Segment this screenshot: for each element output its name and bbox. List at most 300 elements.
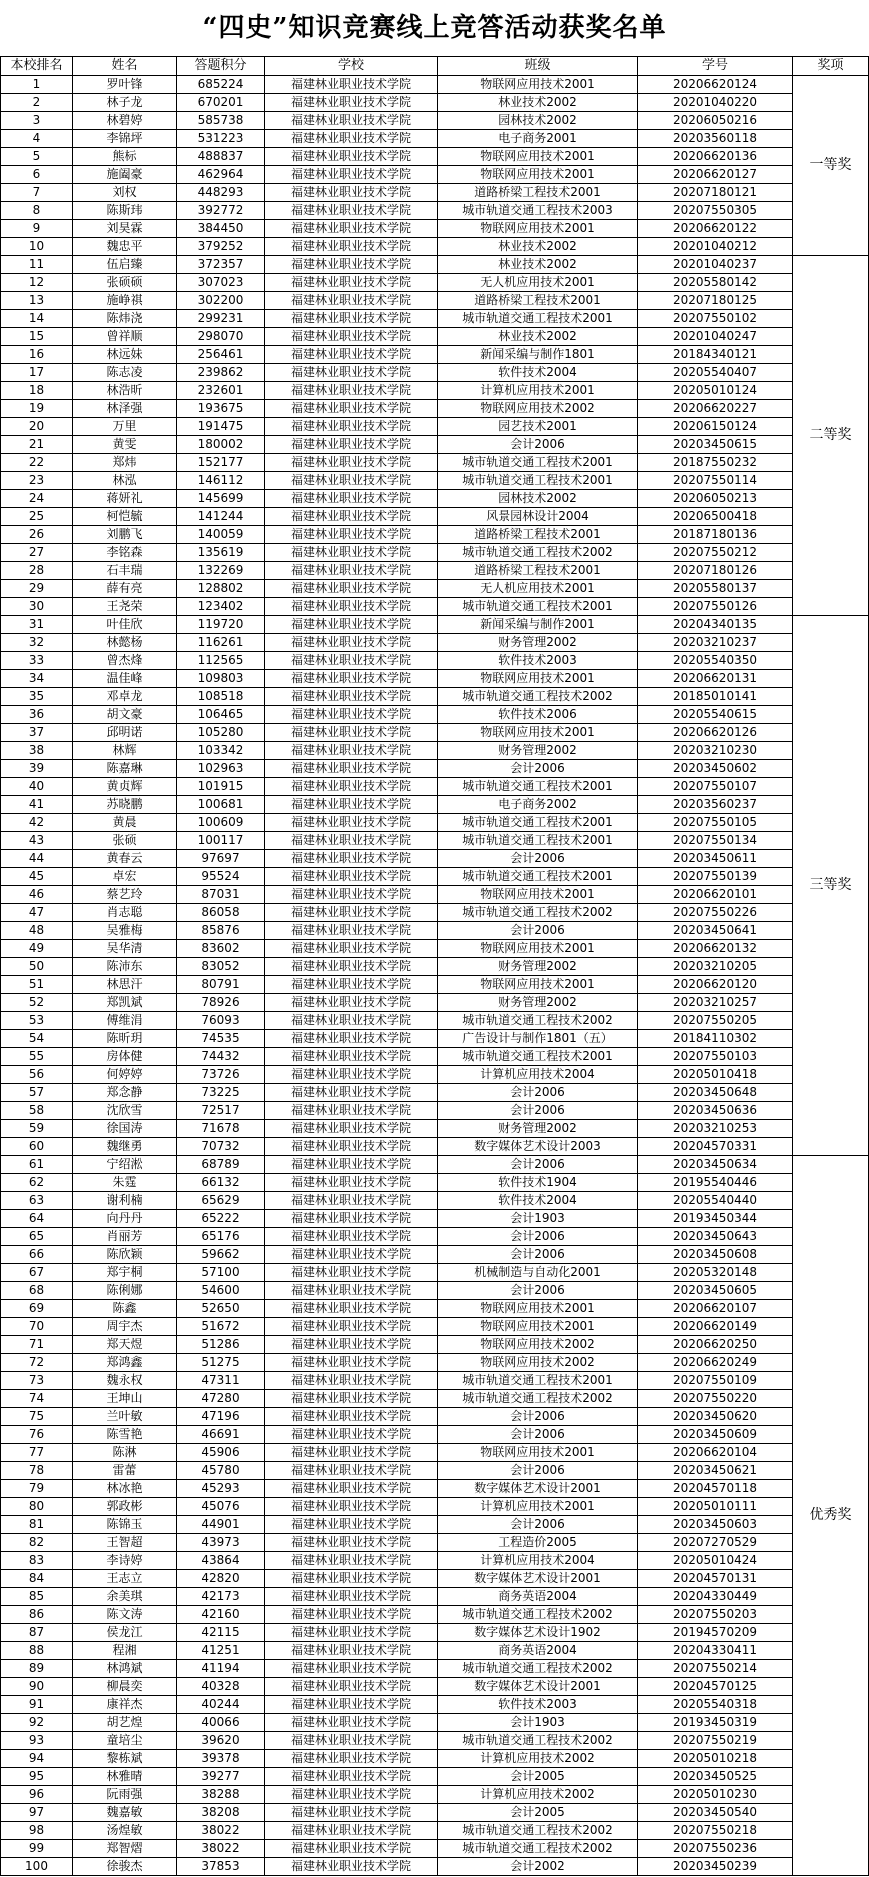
student-id-cell: 20193450344 [638, 1210, 793, 1228]
name-cell: 曾杰烽 [73, 652, 177, 670]
school-cell: 福建林业职业技术学院 [265, 994, 438, 1012]
score-cell: 40328 [177, 1678, 265, 1696]
rank-cell: 19 [1, 400, 73, 418]
score-cell: 39378 [177, 1750, 265, 1768]
class-cell: 城市轨道交通工程技术2002 [438, 1822, 638, 1840]
score-cell: 57100 [177, 1264, 265, 1282]
table-row [1, 1282, 869, 1300]
score-cell: 105280 [177, 724, 265, 742]
class-cell: 城市轨道交通工程技术2001 [438, 1048, 638, 1066]
score-cell: 299231 [177, 310, 265, 328]
award-cell: 一等奖 [793, 76, 869, 256]
rank-cell: 57 [1, 1084, 73, 1102]
school-cell: 福建林业职业技术学院 [265, 1300, 438, 1318]
table-row [1, 1192, 869, 1210]
class-cell: 物联网应用技术2002 [438, 400, 638, 418]
school-cell: 福建林业职业技术学院 [265, 1120, 438, 1138]
name-cell: 刘权 [73, 184, 177, 202]
class-cell: 数字媒体艺术设计2001 [438, 1678, 638, 1696]
name-cell: 王智超 [73, 1534, 177, 1552]
rank-cell: 12 [1, 274, 73, 292]
rank-cell: 65 [1, 1228, 73, 1246]
student-id-cell: 20185010141 [638, 688, 793, 706]
school-cell: 福建林业职业技术学院 [265, 1768, 438, 1786]
name-cell: 郑念静 [73, 1084, 177, 1102]
school-cell: 福建林业职业技术学院 [265, 202, 438, 220]
rank-cell: 94 [1, 1750, 73, 1768]
rank-cell: 72 [1, 1354, 73, 1372]
table-row [1, 202, 869, 220]
school-cell: 福建林业职业技术学院 [265, 832, 438, 850]
name-cell: 王尧荣 [73, 598, 177, 616]
name-cell: 朱霆 [73, 1174, 177, 1192]
class-cell: 物联网应用技术2001 [438, 1444, 638, 1462]
class-cell: 广告设计与制作1801（五） [438, 1030, 638, 1048]
school-cell: 福建林业职业技术学院 [265, 1462, 438, 1480]
score-cell: 132269 [177, 562, 265, 580]
name-cell: 林思汗 [73, 976, 177, 994]
table-row [1, 1390, 869, 1408]
student-id-cell: 20195540446 [638, 1174, 793, 1192]
name-cell: 苏晓鹏 [73, 796, 177, 814]
rank-cell: 32 [1, 634, 73, 652]
student-id-cell: 20205540318 [638, 1696, 793, 1714]
name-cell: 余美琪 [73, 1588, 177, 1606]
school-cell: 福建林业职业技术学院 [265, 796, 438, 814]
name-cell: 魏继勇 [73, 1138, 177, 1156]
student-id-cell: 20207550226 [638, 904, 793, 922]
score-cell: 102963 [177, 760, 265, 778]
class-cell: 新闻采编与制作2001 [438, 616, 638, 634]
table-row [1, 1066, 869, 1084]
score-cell: 65629 [177, 1192, 265, 1210]
table-row [1, 1714, 869, 1732]
name-cell: 李锦坪 [73, 130, 177, 148]
school-cell: 福建林业职业技术学院 [265, 670, 438, 688]
score-cell: 85876 [177, 922, 265, 940]
rank-cell: 41 [1, 796, 73, 814]
name-cell: 徐国涛 [73, 1120, 177, 1138]
score-cell: 47280 [177, 1390, 265, 1408]
table-row [1, 796, 869, 814]
name-cell: 黄春云 [73, 850, 177, 868]
school-cell: 福建林业职业技术学院 [265, 328, 438, 346]
class-cell: 计算机应用技术2001 [438, 1498, 638, 1516]
name-cell: 魏嘉敏 [73, 1804, 177, 1822]
student-id-cell: 20206620149 [638, 1318, 793, 1336]
score-cell: 38022 [177, 1822, 265, 1840]
table-row [1, 130, 869, 148]
school-cell: 福建林业职业技术学院 [265, 220, 438, 238]
name-cell: 施峥祺 [73, 292, 177, 310]
class-cell: 城市轨道交通工程技术2001 [438, 472, 638, 490]
student-id-cell: 20203210257 [638, 994, 793, 1012]
school-cell: 福建林业职业技术学院 [265, 94, 438, 112]
table-row [1, 1624, 869, 1642]
table-row [1, 1534, 869, 1552]
award-table [0, 56, 869, 1876]
score-cell: 42820 [177, 1570, 265, 1588]
name-cell: 郑宇桐 [73, 1264, 177, 1282]
rank-cell: 71 [1, 1336, 73, 1354]
school-cell: 福建林业职业技术学院 [265, 1138, 438, 1156]
name-cell: 刘昊霖 [73, 220, 177, 238]
name-cell: 李铭森 [73, 544, 177, 562]
school-cell: 福建林业职业技术学院 [265, 436, 438, 454]
class-cell: 会计2005 [438, 1768, 638, 1786]
page-title: “四史”知识竞赛线上竞答活动获奖名单 [202, 13, 667, 43]
score-cell: 83602 [177, 940, 265, 958]
class-cell: 电子商务2002 [438, 796, 638, 814]
table-row [1, 1804, 869, 1822]
school-cell: 福建林业职业技术学院 [265, 310, 438, 328]
class-cell: 会计2006 [438, 1084, 638, 1102]
table-row [1, 220, 869, 238]
table-row [1, 1156, 869, 1174]
name-cell: 陈雪艳 [73, 1426, 177, 1444]
table-row [1, 544, 869, 562]
student-id-cell: 20205540407 [638, 364, 793, 382]
rank-cell: 56 [1, 1066, 73, 1084]
rank-cell: 81 [1, 1516, 73, 1534]
class-cell: 软件技术2003 [438, 1696, 638, 1714]
table-row [1, 1354, 869, 1372]
table-row [1, 1606, 869, 1624]
rank-cell: 39 [1, 760, 73, 778]
score-cell: 141244 [177, 508, 265, 526]
score-cell: 119720 [177, 616, 265, 634]
rank-cell: 29 [1, 580, 73, 598]
student-id-cell: 20204570118 [638, 1480, 793, 1498]
student-id-cell: 20206620124 [638, 76, 793, 94]
rank-cell: 90 [1, 1678, 73, 1696]
class-cell: 无人机应用技术2001 [438, 274, 638, 292]
table-row [1, 922, 869, 940]
table-row [1, 976, 869, 994]
rank-cell: 68 [1, 1282, 73, 1300]
school-cell: 福建林业职业技术学院 [265, 1642, 438, 1660]
school-cell: 福建林业职业技术学院 [265, 526, 438, 544]
class-cell: 软件技术2004 [438, 1192, 638, 1210]
class-cell: 物联网应用技术2002 [438, 1336, 638, 1354]
award-cell: 三等奖 [793, 616, 869, 1156]
student-id-cell: 20204330449 [638, 1588, 793, 1606]
header-score: 答题积分 [177, 57, 265, 76]
rank-cell: 46 [1, 886, 73, 904]
class-cell: 计算机应用技术2001 [438, 382, 638, 400]
school-cell: 福建林业职业技术学院 [265, 760, 438, 778]
name-cell: 郑炜 [73, 454, 177, 472]
class-cell: 城市轨道交通工程技术2001 [438, 832, 638, 850]
table-row [1, 1696, 869, 1714]
school-cell: 福建林业职业技术学院 [265, 1048, 438, 1066]
name-cell: 陈嘉琳 [73, 760, 177, 778]
class-cell: 物联网应用技术2001 [438, 940, 638, 958]
class-cell: 道路桥梁工程技术2001 [438, 562, 638, 580]
school-cell: 福建林业职业技术学院 [265, 1156, 438, 1174]
score-cell: 46691 [177, 1426, 265, 1444]
class-cell: 物联网应用技术2001 [438, 148, 638, 166]
class-cell: 会计2006 [438, 1156, 638, 1174]
school-cell: 福建林业职业技术学院 [265, 850, 438, 868]
name-cell: 张硕硕 [73, 274, 177, 292]
student-id-cell: 20203210205 [638, 958, 793, 976]
name-cell: 刘鹏飞 [73, 526, 177, 544]
school-cell: 福建林业职业技术学院 [265, 544, 438, 562]
school-cell: 福建林业职业技术学院 [265, 904, 438, 922]
score-cell: 462964 [177, 166, 265, 184]
student-id-cell: 20201040247 [638, 328, 793, 346]
name-cell: 王坤山 [73, 1390, 177, 1408]
score-cell: 74432 [177, 1048, 265, 1066]
class-cell: 道路桥梁工程技术2001 [438, 184, 638, 202]
rank-cell: 73 [1, 1372, 73, 1390]
rank-cell: 70 [1, 1318, 73, 1336]
class-cell: 物联网应用技术2001 [438, 886, 638, 904]
student-id-cell: 20207550139 [638, 868, 793, 886]
student-id-cell: 20206620131 [638, 670, 793, 688]
score-cell: 128802 [177, 580, 265, 598]
student-id-cell: 20206620101 [638, 886, 793, 904]
name-cell: 肖丽芳 [73, 1228, 177, 1246]
rank-cell: 58 [1, 1102, 73, 1120]
school-cell: 福建林业职业技术学院 [265, 1264, 438, 1282]
table-row [1, 1660, 869, 1678]
class-cell: 计算机应用技术2004 [438, 1552, 638, 1570]
score-cell: 100681 [177, 796, 265, 814]
student-id-cell: 20205540350 [638, 652, 793, 670]
class-cell: 软件技术2006 [438, 706, 638, 724]
rank-cell: 98 [1, 1822, 73, 1840]
class-cell: 会计1903 [438, 1210, 638, 1228]
table-row [1, 1120, 869, 1138]
rank-cell: 25 [1, 508, 73, 526]
score-cell: 65176 [177, 1228, 265, 1246]
school-cell: 福建林业职业技术学院 [265, 778, 438, 796]
class-cell: 物联网应用技术2002 [438, 1354, 638, 1372]
rank-cell: 40 [1, 778, 73, 796]
class-cell: 城市轨道交通工程技术2002 [438, 1840, 638, 1858]
student-id-cell: 20205540615 [638, 706, 793, 724]
class-cell: 会计2006 [438, 922, 638, 940]
score-cell: 108518 [177, 688, 265, 706]
name-cell: 徐骏杰 [73, 1858, 177, 1876]
table-row [1, 526, 869, 544]
score-cell: 72517 [177, 1102, 265, 1120]
school-cell: 福建林业职业技术学院 [265, 472, 438, 490]
class-cell: 物联网应用技术2001 [438, 1300, 638, 1318]
class-cell: 会计2006 [438, 436, 638, 454]
school-cell: 福建林业职业技术学院 [265, 1858, 438, 1876]
rank-cell: 30 [1, 598, 73, 616]
header-rank: 本校排名 [1, 57, 73, 76]
name-cell: 林懿杨 [73, 634, 177, 652]
class-cell: 会计2006 [438, 1246, 638, 1264]
rank-cell: 10 [1, 238, 73, 256]
class-cell: 林业技术2002 [438, 328, 638, 346]
table-row [1, 364, 869, 382]
student-id-cell: 20206620132 [638, 940, 793, 958]
class-cell: 财务管理2002 [438, 1120, 638, 1138]
rank-cell: 59 [1, 1120, 73, 1138]
rank-cell: 28 [1, 562, 73, 580]
score-cell: 42173 [177, 1588, 265, 1606]
rank-cell: 85 [1, 1588, 73, 1606]
student-id-cell: 20207550107 [638, 778, 793, 796]
table-row [1, 1408, 869, 1426]
rank-cell: 74 [1, 1390, 73, 1408]
school-cell: 福建林业职业技术学院 [265, 364, 438, 382]
name-cell: 蒋妍礼 [73, 490, 177, 508]
class-cell: 园艺技术2001 [438, 418, 638, 436]
student-id-cell: 20207270529 [638, 1534, 793, 1552]
student-id-cell: 20205010111 [638, 1498, 793, 1516]
class-cell: 数字媒体艺术设计2001 [438, 1570, 638, 1588]
school-cell: 福建林业职业技术学院 [265, 598, 438, 616]
class-cell: 商务英语2004 [438, 1588, 638, 1606]
table-row [1, 1462, 869, 1480]
student-id-cell: 20207550236 [638, 1840, 793, 1858]
school-cell: 福建林业职业技术学院 [265, 580, 438, 598]
school-cell: 福建林业职业技术学院 [265, 1336, 438, 1354]
school-cell: 福建林业职业技术学院 [265, 1714, 438, 1732]
school-cell: 福建林业职业技术学院 [265, 940, 438, 958]
score-cell: 101915 [177, 778, 265, 796]
name-cell: 侯龙江 [73, 1624, 177, 1642]
score-cell: 38288 [177, 1786, 265, 1804]
score-cell: 43864 [177, 1552, 265, 1570]
name-cell: 熊标 [73, 148, 177, 166]
student-id-cell: 20207550203 [638, 1606, 793, 1624]
name-cell: 卓宏 [73, 868, 177, 886]
school-cell: 福建林业职业技术学院 [265, 1660, 438, 1678]
rank-cell: 20 [1, 418, 73, 436]
name-cell: 薛有亮 [73, 580, 177, 598]
class-cell: 物联网应用技术2001 [438, 220, 638, 238]
table-row [1, 1858, 869, 1876]
student-id-cell: 20194570209 [638, 1624, 793, 1642]
school-cell: 福建林业职业技术学院 [265, 1444, 438, 1462]
student-id-cell: 20207550114 [638, 472, 793, 490]
name-cell: 陈欣颖 [73, 1246, 177, 1264]
table-row [1, 652, 869, 670]
table-row [1, 742, 869, 760]
score-cell: 448293 [177, 184, 265, 202]
student-id-cell: 20206620249 [638, 1354, 793, 1372]
name-cell: 郭政彬 [73, 1498, 177, 1516]
student-id-cell: 20206620127 [638, 166, 793, 184]
name-cell: 陈斯玮 [73, 202, 177, 220]
score-cell: 103342 [177, 742, 265, 760]
score-cell: 73726 [177, 1066, 265, 1084]
rank-cell: 75 [1, 1408, 73, 1426]
table-row [1, 616, 869, 634]
rank-cell: 53 [1, 1012, 73, 1030]
rank-cell: 7 [1, 184, 73, 202]
rank-cell: 67 [1, 1264, 73, 1282]
student-id-cell: 20203450636 [638, 1102, 793, 1120]
table-row [1, 454, 869, 472]
student-id-cell: 20203560237 [638, 796, 793, 814]
name-cell: 陈鑫 [73, 1300, 177, 1318]
score-cell: 392772 [177, 202, 265, 220]
table-row [1, 1228, 869, 1246]
score-cell: 40244 [177, 1696, 265, 1714]
rank-cell: 16 [1, 346, 73, 364]
student-id-cell: 20207550103 [638, 1048, 793, 1066]
student-id-cell: 20203210230 [638, 742, 793, 760]
rank-cell: 23 [1, 472, 73, 490]
rank-cell: 64 [1, 1210, 73, 1228]
school-cell: 福建林业职业技术学院 [265, 1192, 438, 1210]
class-cell: 城市轨道交通工程技术2003 [438, 202, 638, 220]
table-row [1, 706, 869, 724]
table-row [1, 1570, 869, 1588]
rank-cell: 13 [1, 292, 73, 310]
student-id-cell: 20207550218 [638, 1822, 793, 1840]
student-id-cell: 20206620104 [638, 1444, 793, 1462]
class-cell: 城市轨道交通工程技术2001 [438, 454, 638, 472]
student-id-cell: 20207550105 [638, 814, 793, 832]
name-cell: 张硕 [73, 832, 177, 850]
rank-cell: 51 [1, 976, 73, 994]
name-cell: 蔡艺玲 [73, 886, 177, 904]
school-cell: 福建林业职业技术学院 [265, 1102, 438, 1120]
rank-cell: 15 [1, 328, 73, 346]
school-cell: 福建林业职业技术学院 [265, 652, 438, 670]
class-cell: 城市轨道交通工程技术2001 [438, 310, 638, 328]
table-row [1, 184, 869, 202]
class-cell: 城市轨道交通工程技术2002 [438, 904, 638, 922]
table-row [1, 1480, 869, 1498]
score-cell: 41251 [177, 1642, 265, 1660]
student-id-cell: 20184110302 [638, 1030, 793, 1048]
score-cell: 232601 [177, 382, 265, 400]
class-cell: 数字媒体艺术设计2001 [438, 1480, 638, 1498]
student-id-cell: 20206050216 [638, 112, 793, 130]
table-row [1, 580, 869, 598]
student-id-cell: 20207180121 [638, 184, 793, 202]
class-cell: 会计2006 [438, 1282, 638, 1300]
student-id-cell: 20205010418 [638, 1066, 793, 1084]
table-row [1, 346, 869, 364]
student-id-cell: 20206620107 [638, 1300, 793, 1318]
table-row [1, 1300, 869, 1318]
student-id-cell: 20207550134 [638, 832, 793, 850]
student-id-cell: 20204570131 [638, 1570, 793, 1588]
rank-cell: 61 [1, 1156, 73, 1174]
school-cell: 福建林业职业技术学院 [265, 1750, 438, 1768]
student-id-cell: 20203450525 [638, 1768, 793, 1786]
header-student-id: 学号 [638, 57, 793, 76]
table-row [1, 940, 869, 958]
student-id-cell: 20203560118 [638, 130, 793, 148]
table-row [1, 724, 869, 742]
score-cell: 68789 [177, 1156, 265, 1174]
score-cell: 531223 [177, 130, 265, 148]
school-cell: 福建林业职业技术学院 [265, 130, 438, 148]
class-cell: 机械制造与自动化2001 [438, 1264, 638, 1282]
rank-cell: 35 [1, 688, 73, 706]
rank-cell: 24 [1, 490, 73, 508]
school-cell: 福建林业职业技术学院 [265, 1426, 438, 1444]
score-cell: 41194 [177, 1660, 265, 1678]
class-cell: 会计2006 [438, 760, 638, 778]
name-cell: 陈志凌 [73, 364, 177, 382]
school-cell: 福建林业职业技术学院 [265, 1624, 438, 1642]
score-cell: 51275 [177, 1354, 265, 1372]
table-row [1, 850, 869, 868]
